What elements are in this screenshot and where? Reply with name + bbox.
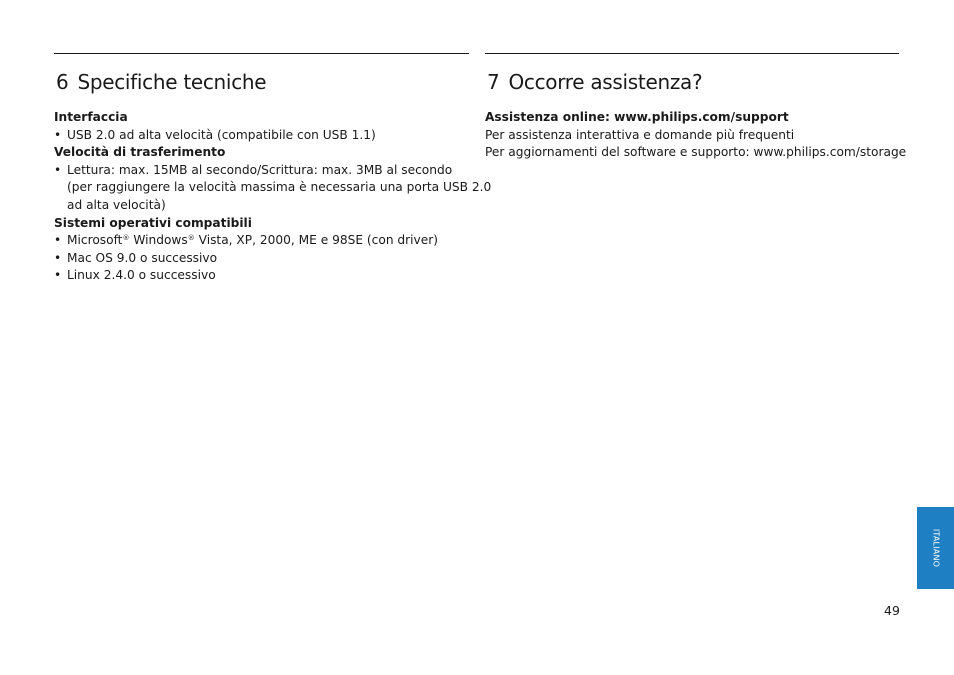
transfer-line-3: ad alta velocità) [67, 197, 166, 212]
language-tab-label: ITALIANO [931, 528, 940, 568]
section-divider [485, 53, 899, 54]
language-tab [917, 507, 954, 589]
list-item [54, 232, 469, 250]
os-windows-text-2: Windows [129, 233, 188, 248]
transfer-heading: Velocità di trasferimento [54, 145, 226, 160]
online-support-heading: Assistenza online: www.philips.com/support [485, 110, 789, 124]
section-title [487, 69, 899, 95]
support-body [485, 109, 907, 162]
list-item [54, 127, 469, 145]
left-column [54, 53, 492, 285]
transfer-line-2: (per raggiungere la velocità massima è necessaria una porta USB 2.0 [67, 180, 492, 195]
os-windows-text-1: Microsoft [67, 233, 123, 248]
bullet-icon: • [54, 250, 62, 265]
bullet-icon: • [54, 233, 62, 248]
bullet-icon: • [54, 127, 62, 142]
specs-body [54, 109, 492, 285]
os-heading: Sistemi operativi compatibili [54, 215, 252, 230]
os-linux-item: Linux 2.4.0 o successivo [67, 268, 216, 283]
support-line-1: Per assistenza interattiva e domande più frequenti [485, 127, 795, 142]
right-column [485, 53, 907, 162]
bullet-icon: • [54, 268, 62, 283]
support-line-2: Per aggiornamenti del software e supporto: www.philips.com/storage [485, 145, 907, 160]
interface-heading: Interfaccia [54, 110, 128, 124]
os-windows-text-3: Vista, XP, 2000, ME e 98SE (con driver) [194, 233, 439, 248]
section-title [56, 69, 469, 95]
transfer-line-1: Lettura: max. 15MB al secondo/Scrittura: max. 3MB al secondo [67, 162, 453, 177]
registered-mark: ® [122, 234, 130, 243]
interface-item: USB 2.0 ad alta velocità (compatibile con USB 1.1) [67, 127, 376, 142]
section-title-text: Occorre assistenza? [508, 70, 703, 94]
page-number: 49 [884, 603, 900, 618]
registered-mark: ® [187, 234, 195, 243]
bullet-icon: • [54, 162, 62, 177]
section-number: 7 [487, 70, 500, 94]
os-mac-item: Mac OS 9.0 o successivo [67, 250, 218, 265]
list-item [54, 250, 469, 268]
list-item [54, 267, 469, 285]
section-title-text: Specifiche tecniche [77, 70, 267, 94]
section-number: 6 [56, 70, 69, 94]
list-item [54, 162, 492, 215]
section-divider [54, 53, 469, 54]
